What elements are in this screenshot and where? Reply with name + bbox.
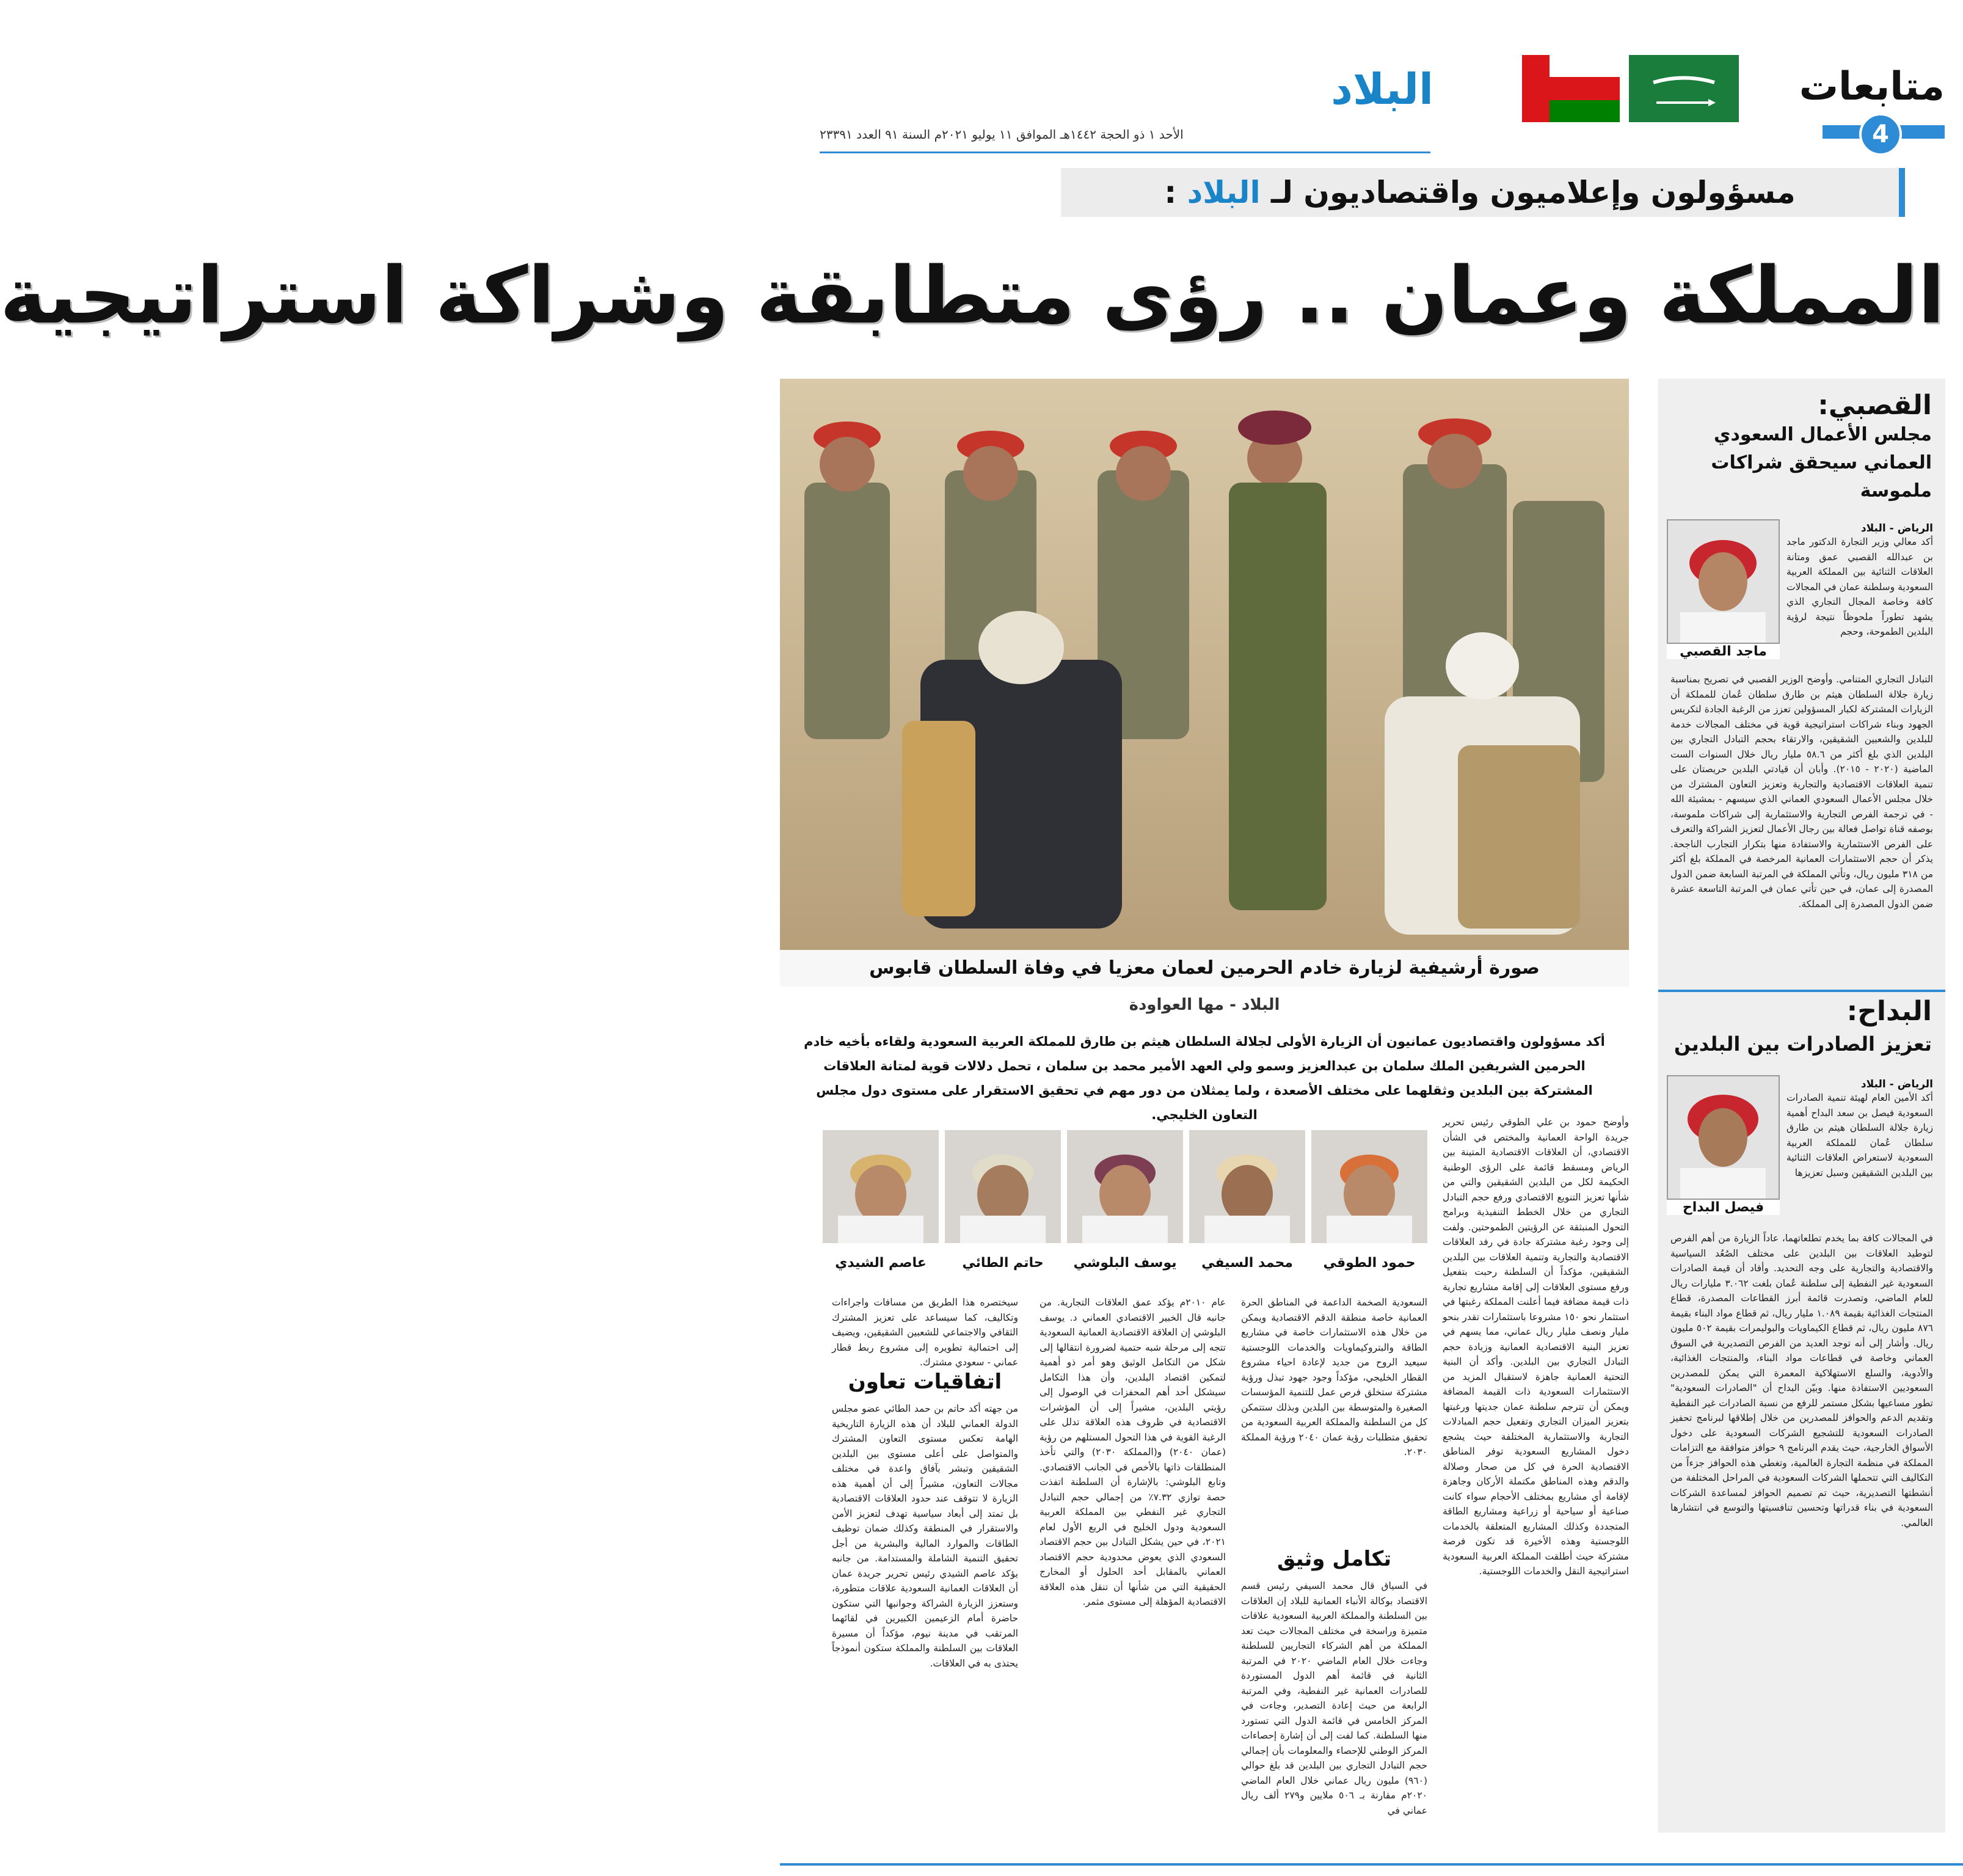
column-4 bbox=[832, 1295, 1018, 1841]
dateline: الأحد ١ ذو الحجة ١٤٤٢هـ الموافق ١١ يوليو ٢٠٢١م السنة ٩١ العدد ٢٣٣٩١ bbox=[820, 127, 1430, 153]
column-2-text: السعودية الصخمة الداعمة في المناطق الحرة العمانية خاصة منطقة الدقم الاقتصادية ويمكن من خلال هذه الاستثمارات خاصة في مشاريع الطاقة والبتروكيماويات والخدمات اللوجستية سيعيد الروح من جديد لإعادة احياء مشروع القطار الخليجي، مؤكداً وجود جهود تبذل ورؤية مشتركة ستخلق فرص عمل للتنمية المؤسسات الصغيرة والمتوسطة بين البلدين وبذلك ستتمكن كل من السلطنة والمملكة العربية السعودية من تحقيق متطلبات رؤية عمان ٢٠٤٠ ورؤية المملكة ٢٠٣٠. bbox=[1241, 1297, 1427, 1458]
sidebar-divider bbox=[1658, 990, 1945, 992]
column-2-text-b: في السياق قال محمد السيفي رئيس قسم الاقتصاد بوكالة الأنباء العمانية للبلاد إن العلاقات بين السلطنة والمملكة العربية السعودية علاقات متميزة وراسخة في مختلف المجالات حيث تعد المملكة من أهم الشركاء التجاريين للسلطنة وجاءت خلال العام الماضي ٢٠٢٠ في المرتبة الثانية في قائمة أهم الدول المستوردة للصادرات العمانية غير النفطية، وفي المرتبة الرابعة من حيث إعادة التصدير، وجاءت في المركز الخامس في قائمة الدول التي تستورد منها السلطنة. كما لفت إلى أن إشارة إحصاءات المركز الوطني للإحصاء والمعلومات بأن إجمالي حجم التبادل التجاري بين البلدين قد بلغ حوالي (٩٦٠) مليون ريال عماني خلال العام الماضي ٢٠٢٠م مقارنة بـ ٥٠٦ ملايين و٢٧٩ ألف ريال عماني في bbox=[1241, 1580, 1427, 1816]
qasabi-name: ماجد القصبي bbox=[1667, 644, 1780, 659]
lead-paragraph: أكد مسؤولون واقتصاديون عمانيون أن الزيارة الأولى لجلالة السلطان هيثم بن طارق للمملكة العربية السعودية ولقاءه بأخيه خادم الحرمين الشريفين الملك سلمان بن عبدالعزيز وسمو ولي العهد الأمير محمد بن سلمان ، تحمل دلالات قوية لمتانة العلاقات المشتركة بين البلدين وثقلهما على مختلف الأصعدة ، ولما يمثلان من دور مهم في تحقيق الاستقرار على مستوى دول مجلس التعاون الخليجي. bbox=[804, 1034, 1605, 1122]
column-1: وأوضح حمود بن علي الطوقي رئيس تحرير جريدة الواحة العمانية والمختص في الشأن الاقتصادي، أن العلاقات الاقتصادية المتينة بين الرياض ومسقط قائمة على الرؤى الوطنية الحكيمة لكل من البلدين الشقيقين والتي من شأنها تعزيز التنويع الاقتصادي ورفع حجم التبادل التجاري من خلال الخطط التنفيذية وبرامج التحول المنبثقة عن الرؤيتين الطموحتين. ولفت إلى وجود رغبة مشتركة جادة في رفد العلاقات الاقتصادية والتجارية وتنمية العلاقات بين البلدين الشقيقين، مؤكداً أن السلطنة رحبت بتفعيل ورفع مستوى العلاقات إلى إقامة مشاريع تجارية ذات قيمة مضافة فيما أعلنت المملكة رغبتها في استثمار نحو ١٥٠ مشروعا باستثمارات تقدر بنحو مليار ونصف مليار ريال عماني، مما يسهم في تعزيز البنية الاقتصادية العمانية وزيادة حجم التبادل التجاري بين البلدين. وأكد أن البنية التحتية العمانية جاهزة لاستقبال المزيد من الاستثمارات السعودية ذات القيمة المضافة ويمكن أن تترجم سلطنة عمان جديتها ورغبتها بتعزيز الميزان التجاري وتفعيل حجم المبادلات التجارية والاستثمارية المختلفة حيث يشجع دخول المشاريع السعودية توفر المناطق الاقتصادية الحرة في كل من صحار وصلالة والدقم وهذه المناطق مكتملة الأركان وجاهزة لإقامة أي مشاريع بمختلف الأحجام سواء كانت صناعية أو سياحية أو زراعية ومشاريع الطاقة المتجددة وكذلك المشاريع المتعلقة بالخدمات اللوجستية وهذه الأخيرة قد تكون فرصة مشتركة حيث أطلقت المملكة العربية السعودية استراتيجية النقل والخدمات اللوجستية. bbox=[1443, 1117, 1630, 1577]
baddah-intro-wrap bbox=[1786, 1078, 1933, 1234]
baddah-photo bbox=[1667, 1075, 1780, 1200]
qasabi-dateline: الرياض - البلاد bbox=[1860, 522, 1933, 535]
saudi-flag-icon bbox=[1629, 55, 1739, 122]
baddah-portrait bbox=[1667, 1075, 1780, 1222]
sidebar-story2-deck: تعزيز الصادرات بين البلدين bbox=[1673, 1032, 1932, 1056]
section-label: متابعات bbox=[1799, 64, 1945, 109]
name-hatem: حاتم الطائي bbox=[962, 1255, 1044, 1271]
name-mohammed: محمد السيفي bbox=[1201, 1255, 1293, 1271]
bottom-rule bbox=[780, 1863, 1963, 1866]
baddah-dateline: الرياض - البلاد bbox=[1860, 1078, 1933, 1090]
sidebar bbox=[1658, 379, 1945, 1833]
main-photo bbox=[780, 379, 1629, 950]
albilad-logo bbox=[1317, 64, 1433, 119]
page-number: 4 bbox=[1859, 113, 1902, 156]
kicker-colon: : bbox=[1164, 175, 1177, 210]
qasabi-intro-wrap bbox=[1786, 522, 1933, 666]
name-yousuf: يوسف البلوشي bbox=[1073, 1255, 1177, 1271]
sidebar-story2-head: البداح: bbox=[1846, 996, 1932, 1027]
logo-text: البلاد bbox=[1331, 64, 1433, 114]
kicker-brand: البلاد bbox=[1187, 175, 1261, 210]
sidebar-story1-deck: مجلس الأعمال السعودي العماني سيحقق شراكات ملموسة bbox=[1711, 424, 1932, 502]
portrait-hamoud bbox=[1311, 1130, 1427, 1243]
oman-flag-icon bbox=[1522, 55, 1620, 122]
kicker bbox=[1061, 168, 1905, 217]
name-asim: عاصم الشيدي bbox=[835, 1255, 927, 1271]
photo-caption: صورة أرشيفية لزيارة خادم الحرمين لعمان معزيا في وفاة السلطان قابوس bbox=[780, 950, 1629, 987]
qasabi-body: التبادل التجاري المتنامي. وأوضح الوزير القصبي في تصريح بمناسبة زيارة جلالة السلطان هيثم بن طارق سلطان عُمان للمملكة أن الزيارات المشتركة لكبار المسؤولين تعزز من الرغبة الجادة لتكريس الجهود وبناء شراكات استراتيجية قوية في مختلف المجالات خدمة للبلدين والشعبين الشقيقين، والارتقاء بحجم التبادل التجاري بين البلدين الذي بلغ أكثر من ٥٨.٦ مليار ريال خلال السنوات الست الماضية (٢٠٢٠ - ٢٠١٥). وأبان أن قيادتي البلدين حريصتان على تنمية العلاقات الاقتصادية والتجارية وتعزيز التعاون المشترك من خلال مجلس الأعمال السعودي العماني الذي سيسهم - بمشيئة الله - في ترجمة الفرص التجارية والاستثمارية إلى شراكات ملموسة، بوصفه قناة تواصل فعالة بين رجال الأعمال لتعزيز الشراكة والتعرف على الفرص الاستثمارية والاستفادة منها بتكرار التجارب الناجحة. يذكر أن حجم الاستثمارات العمانية المرخصة في المملكة بلغ أكثر من ٣١٨ مليون ريال، وتأتي المملكة في المرتبة السابعة ضمن الدول المصدرة إلى عمان، في حين تأتي عمان في المرتبة التاسعة عشرة ضمن الدول المصدرة إلى المملكة. bbox=[1670, 674, 1933, 910]
subhead-agreements: اتفاقيات تعاون bbox=[848, 1370, 1002, 1394]
qasabi-portrait bbox=[1667, 519, 1780, 666]
column-4-text-b: من جهته أكد حاتم بن حمد الطائي عضو مجلس الدولة العماني للبلاد أن هذه الزيارة التاريخية الهامة تعكس مستوى التعاون المشترك والمتواصل على أعلى مستوى بين البلدين الشقيقين وتبشر بآفاق واعدة في مختلف مجالات التعاون، مشيراً إلى أن أهمية هذه الزيارة لا تتوقف عند حدود العلاقات الاقتصادية بل تمتد إلى أبعاد سياسية تهدف لتعزيز الأمن والاستقرار في المنطقة وكذلك ضمان توظيف الطاقات والموارد المالية والبشرية من أجل تحقيق التنمية الشاملة والمستدامة. من جانبه يؤكد عاصم الشيدي رئيس تحرير جريدة عمان أن العلاقات العمانية السعودية علاقات متطورة، وستعزز الزيارة الشراكة وجوانبها التي ستكون حاضرة أمام الزعيمين الكبيرين في لقائهما المرتقب في مدينة نيوم، مؤكداً أن مسيرة العلاقات بين السلطنة والمملكة ستكون أنموذجاً يحتذى به في العلاقات. bbox=[832, 1403, 1018, 1669]
kicker-text: مسؤولون وإعلاميون واقتصاديون لـ bbox=[1271, 175, 1796, 210]
baddah-body: في المجالات كافة بما يخدم تطلعاتهما، عاداً الزيارة من أهم الفرص لتوطيد العلاقات بين البلدين على مختلف الصُعُد السياسية والاقتصادية والتجارية على وجه التحديد. وأفاد أن قيمة الصادرات السعودية غير النفطية إلى سلطنة عُمان بلغت ٣.٠٦٢ مليارات ريال للعام الماضي، وتصدرت قائمة أبرز القطاعات المصدرة، قطاع المنتجات الغذائية بقيمة ١.٠٨٩ مليار ريال، ثم قطاع مواد البناء بقيمة ٨٧٦ مليون ريال، ثم قطاع الكيماويات والبوليمرات بقيمة ٥٠٢ مليون ريال. وأشار إلى أنه توجد العديد من الفرص التصديرية في السوق العماني وخاصة في قطاعات مواد البناء، والمنتجات الغذائية، والأدوية، والسلع الاستهلاكية المعمرة التي يمكن للمصدرين السعوديين الاستفادة منها. وبيّن البداح أن "الصادرات السعودية" تطور مساعيها بشكل مستمر للرفع من نسبة الصادرات غير النفطية وتقديم الدعم والحوافز للمصدرين من خلال إطلاقها لبرنامج تحفيز الصادرات السعودية للتشجيع الشركات السعودية على دخول الأسواق الخارجية، حيث يقدم البرنامج ٩ حوافز متوافقة مع التزامات المملكة في منظمة التجارة العالمية، وتغطي هذه الحوافز جزءاً من التكاليف التي تتحملها الشركات السعودية في المراحل المختلفة من أنشطتها التصديرية، حيث تم تصميم الحوافز لمساعدة الشركات السعودية في بناء قدراتها وتحسين تنافسيتها والتوسع في انتشارها العالمي. bbox=[1670, 1233, 1933, 1528]
qasabi-photo bbox=[1667, 519, 1780, 644]
byline: البلاد - مها العواودة bbox=[1129, 996, 1280, 1014]
baddah-name: فيصل البداح bbox=[1667, 1200, 1780, 1215]
name-hamoud: حمود الطوقي bbox=[1323, 1255, 1416, 1271]
portrait-hatem bbox=[945, 1130, 1061, 1243]
column-2 bbox=[1241, 1295, 1427, 1847]
baddah-intro: أكد الأمين العام لهيئة تنمية الصادرات السعودية فيصل بن سعد البداح أهمية زيارة جلالة السلطان هيثم بن طارق سلطان عُمان للمملكة العربية السعودية لاستعراض العلاقات الثنائية بين البلدين الشقيقين وسبل تعزيزها bbox=[1786, 1092, 1933, 1178]
portrait-yousuf bbox=[1067, 1130, 1183, 1243]
headline: المملكة وعمان .. رؤى متطابقة وشراكة استراتيجية bbox=[0, 250, 1945, 341]
qasabi-intro: أكد معالي وزير التجارة الدكتور ماجد بن عبدالله القصبي عمق ومتانة العلاقات الثنائية بين المملكة العربية السعودية وسلطنة عمان في المجالات كافة وخاصة المجال التجاري الذي يشهد تطوراً ملحوظاً نتيجة لرؤية البلدين الطموحة، وحجم bbox=[1786, 536, 1933, 637]
subhead-takamul: تكامل وثيق bbox=[1277, 1547, 1391, 1571]
column-3: عام ٢٠١٠م يؤكد عمق العلاقات التجارية. من جانبه قال الخبير الاقتصادي العماني د. يوسف البلوشي إن العلاقة الاقتصادية العمانية السعودية تتجه إلى مرحلة شبه حتمية لضرورة انتقالها إلى شكل من التكامل الوثيق وهو أمر ذو أهمية لتمكين اقتصاد البلدين، وأن هذا التكامل سيشكل أحد أهم المحفزات في الوصول إلى رؤيتي البلدين، مشيراً إلى أن المؤشرات الاقتصادية في ظروف هذه العلاقة تدلل على الرغبة القوية في هذا التحول المستلهم من رؤية (عمان ٢٠٤٠) و(المملكة ٢٠٣٠) والتي تأخذ المنطلقات ذاتها بالأخص في الجانب الاقتصادي. وتابع البلوشي: بالإشارة أن السلطنة اتفذت حصة توازي ٧.٣٢٪ من إجمالي حجم التبادل التجاري غير النفطي بين المملكة العربية السعودية ودول الخليج في الربع الأول لعام ٢٠٢١، في حين يشكل التبادل بين حجم الاقتصاد السعودي الذي يعوض محدودية حجم الاقتصاد العماني بالمقابل أحد الحلول أو المخارج الحقيقية التي من شأنها أن تنقل هذه العلاقة الاقتصادية المؤهلة إلى مستوى مثمر. bbox=[1040, 1297, 1226, 1607]
portrait-mohammed bbox=[1189, 1130, 1305, 1243]
section-tab bbox=[1799, 64, 1945, 148]
portrait-asim bbox=[823, 1130, 939, 1243]
sidebar-story1-head: القصبي: bbox=[1818, 390, 1932, 421]
column-4-text: سيختصره هذا الطريق من مسافات واجراءات وتكاليف، كما سيساعد على تعزيز المشترك الثقافي والاجتماعي للشعبين الشقيقين، ويضيف إلى احتمالية تطويره إلى مشروع ربط قطار عماني - سعودي مشترك. bbox=[832, 1297, 1018, 1368]
